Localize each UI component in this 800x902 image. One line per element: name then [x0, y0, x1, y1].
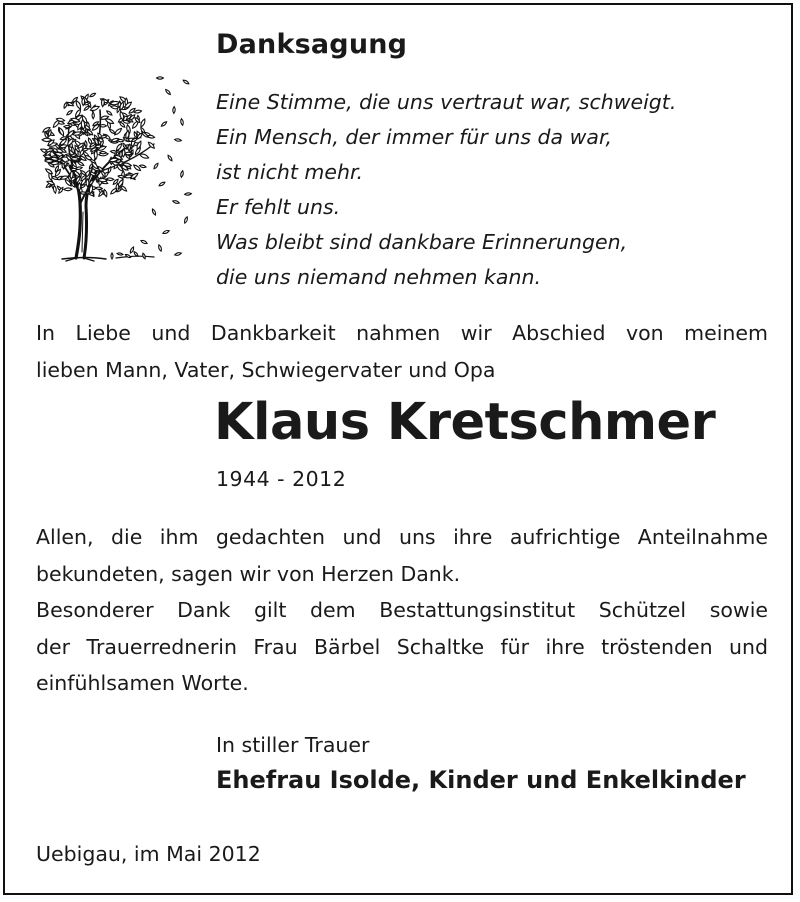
poem-line: Er fehlt uns. [216, 195, 341, 219]
poem-line: die uns niemand nehmen kann. [216, 265, 541, 289]
poem [216, 85, 676, 295]
paragraph-line: einfühlsamen Worte. [36, 671, 249, 695]
paragraph-line: bekundeten, sagen wir von Herzen Dank. [36, 561, 461, 586]
life-years: 1944 - 2012 [216, 467, 347, 491]
bereaved-family: Ehefrau Isolde, Kinder und Enkelkinder [216, 766, 746, 794]
paragraph-line: der Trauerrednerin Frau Bärbel Schaltke für ihre tröstenden und [36, 634, 768, 659]
poem-line: ist nicht mehr. [216, 160, 364, 184]
paragraph-line: Besonderer Dank gilt dem Bestattungsinstitut Schützel sowie [36, 598, 768, 622]
paragraph-line: Allen, die ihm gedachten und uns ihre aufrichtige Anteilnahme [36, 525, 768, 549]
poem-line: Eine Stimme, die uns vertraut war, schweigt. [216, 90, 677, 114]
windblown-tree-icon [36, 62, 194, 268]
poem-line: Ein Mensch, der immer für uns da war, [216, 125, 613, 149]
paragraph-line: lieben Mann, Vater, Schwiegervater und Opa [36, 357, 496, 382]
notice-heading: Danksagung [216, 29, 408, 60]
farewell-paragraph [36, 315, 768, 388]
place-and-date: Uebigau, im Mai 2012 [36, 842, 261, 866]
mourning-line: In stiller Trauer [216, 733, 370, 757]
paragraph-line: In Liebe und Dankbarkeit nahmen wir Abschied von meinem [36, 321, 768, 345]
poem-line: Was bleibt sind dankbare Erinnerungen, [216, 230, 628, 254]
deceased-name: Klaus Kretschmer [214, 393, 716, 452]
thanks-paragraph [36, 519, 768, 702]
